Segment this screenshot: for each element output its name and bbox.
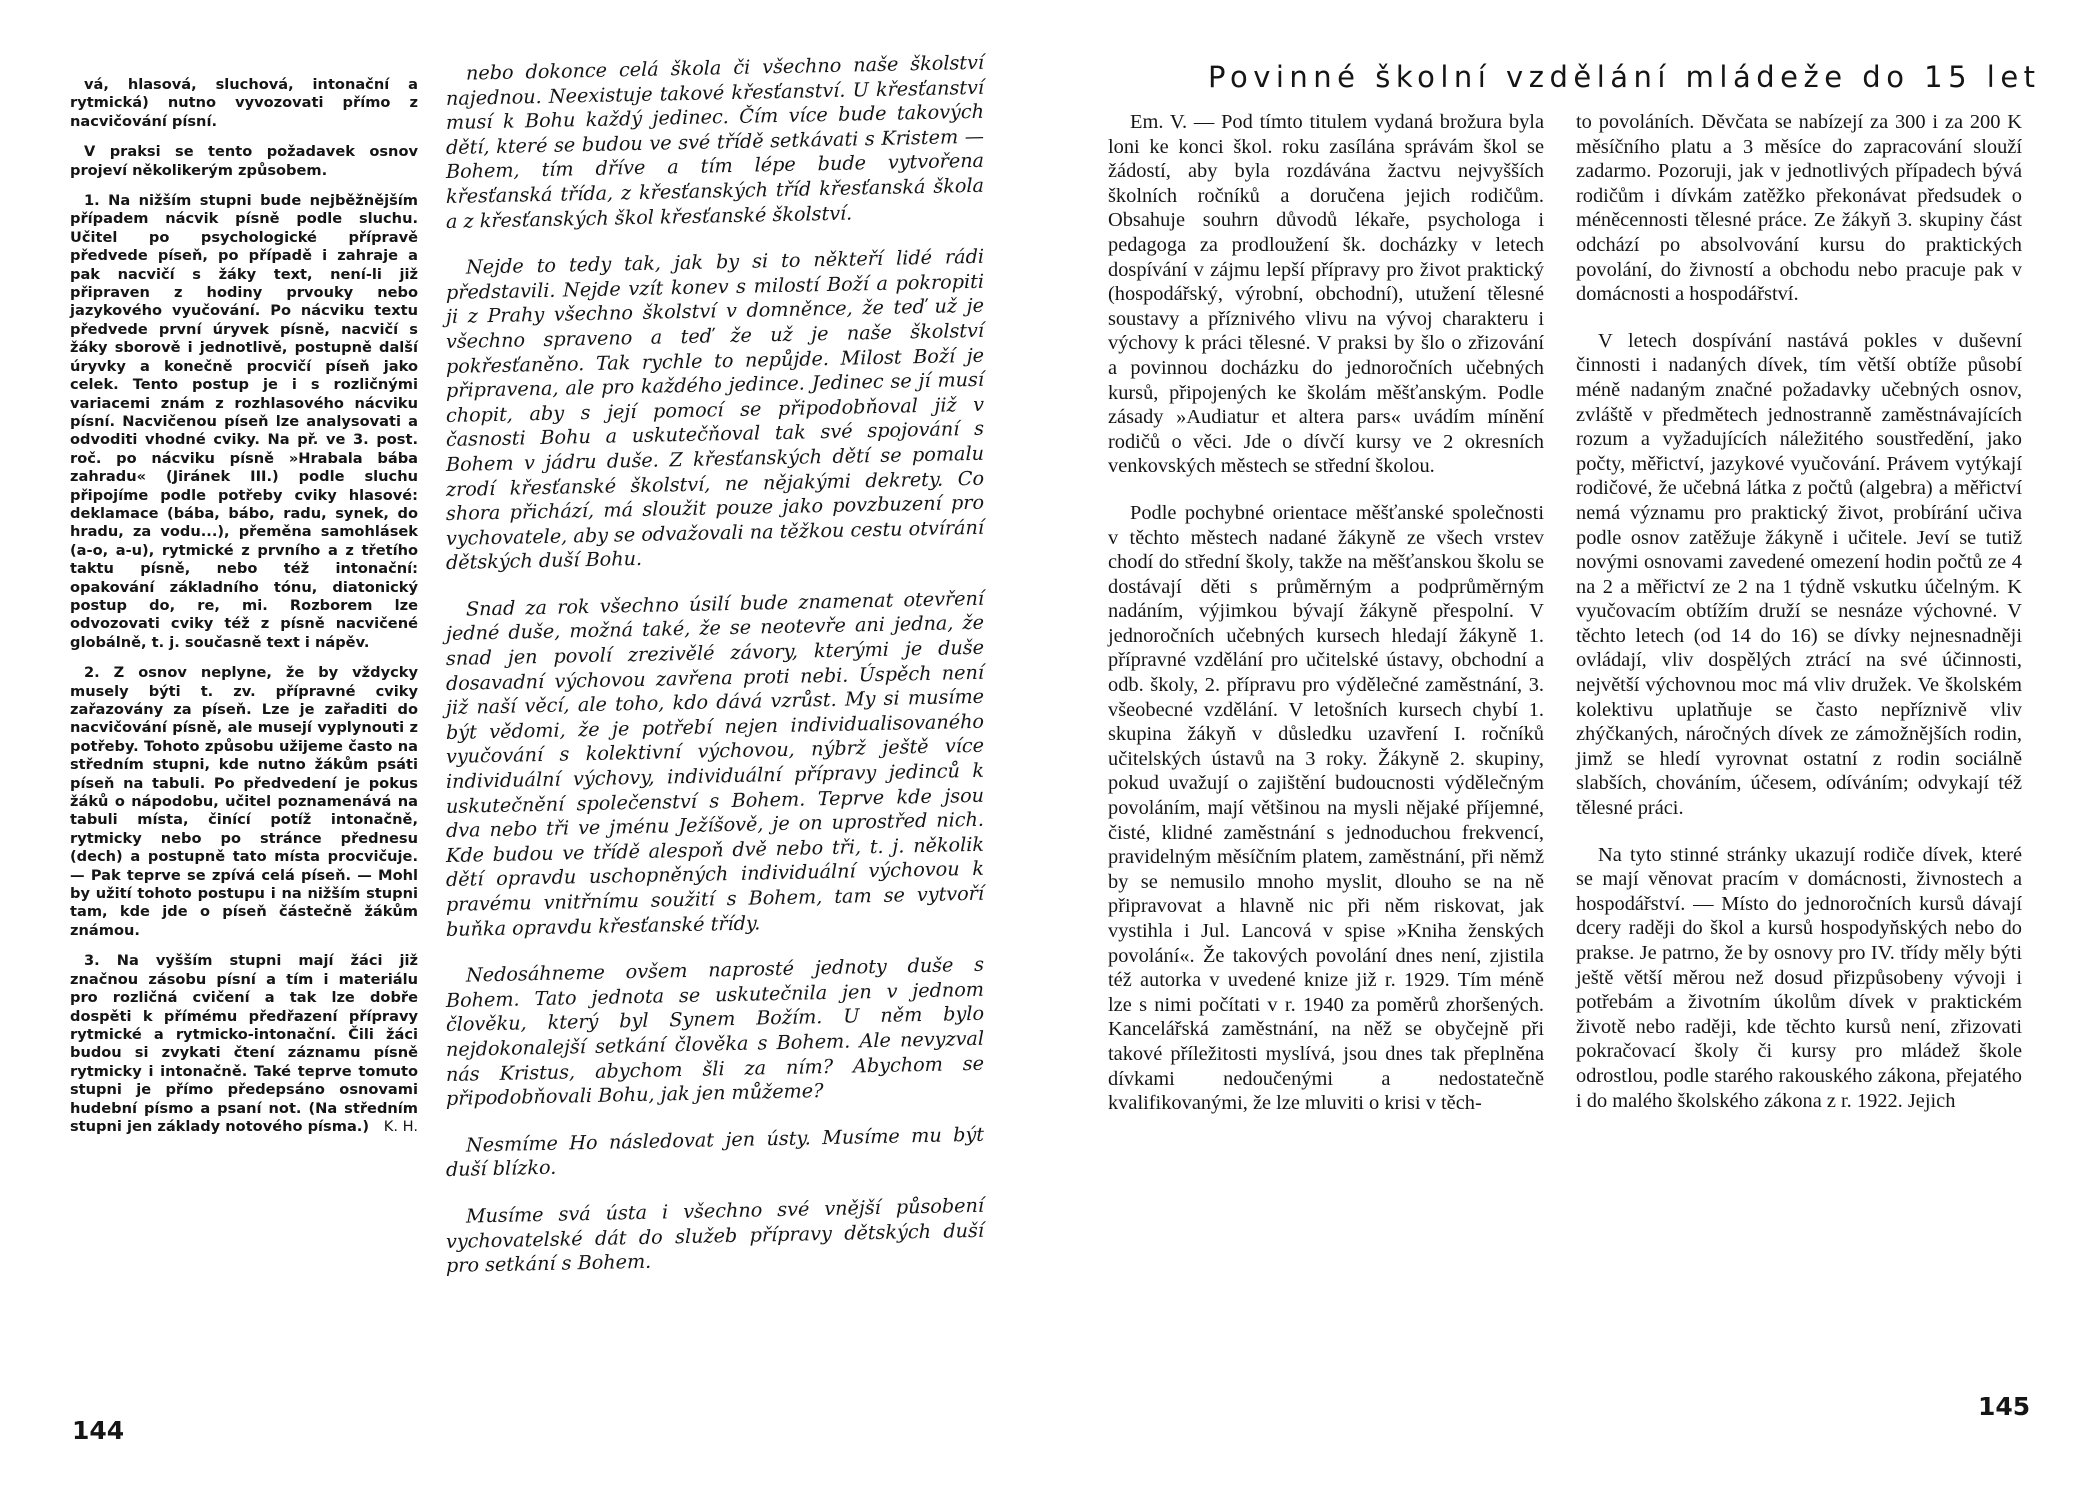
paragraph: Podle pochybné orientace měšťanské společnosti v těchto městech nadané žákyně ze všech vrstev chodí do střední školy, takže na měšťanskou školu se dostávají děti s průměrným a podprůměrným nadáním, výjimkou bývají žákyně přespolní. V jednoročních učebných kursech hledají žákyně 1. přípravné vzdělání pro učitelské ústavy, obchodní a odb. školy, 2. přípravu pro výdělečné zaměstnání, 3. všeobecné vzdělání. V letošních kursech chybí 1. skupina žákyň v důsledku uzavření I. ročníků učitelských ústavů na 3 roky. Žákyně 2. skupiny, pokud uvažují o zajištění budoucnosti výdělečným povoláním, mají většinou na mysli nějaké příjemné, čisté, klidné zaměstnání s jednoduchou frekvencí, pravidelným měsíčním platem, zaměstnání, při němž by se nemusilo mnoho myslit, dlouho se na ně připravovat a hlavně nic při něm riskovat, jak vystihla i Jul. Lancová v spise »Kniha ženských povolání«. Že takových povolání dnes není, zjistila též autorka v uvedené knize již r. 1929. Tím méně lze s nimi počítati v r. 1940 za poměrů zhoršených. Kancelářská zaměstnání, na něž se obyčejně při takové příležitosti myslívá, jsou dnes tak přeplněna dívkami nedoučenými a nedostatečně kvalifikovanými, že lze mluviti o krisi v těch-: [1108, 501, 1544, 1115]
paragraph: vá, hlasová, sluchová, intonační a rytmická) nutno vyvozovati přímo z nacvičování písní.: [70, 76, 418, 130]
paragraph: V letech dospívání nastává pokles v duševní činnosti i nadaných dívek, tím větší obtíže působí méně nadaným značné požadavky učebných osnov, zvláště v předmětech jednostranně zaměstnávajících rozum a vyžadujících náležitého soustředění, jako počty, měřictví, jazykové vyučování. Právem vytýkají rodičové, že učebná látka z počtů (algebra) a měřictví nemá významu pro praktický život, probírání učiva podle osnov zatěžuje žákyně i učitele. Jeví se tutiž novými osnovami zavedené omezení hodin počtů ze 4 na 2 a měřictví ze 2 na 1 týdně vskutku účelným. K vyučovacím obtížím druží se nesnáze výchovné. V těchto letech (od 14 do 16) se dívky nejnesnadněji ovládají, vliv dospělých ztrácí na své účinnosti, největší výchovnou moc má vliv družek. Ve školském kolektivu uplatňuje se často nepříznivě vliv zhýčkaných, náročných dívek ze zámožnějších rodin, jimž se hledí vyrovnat ostatní z rodin sociálně slabších, chováním, účesem, odíváním; odvykají též tělesné práci.: [1576, 329, 2022, 820]
left-column-music-article: [70, 76, 418, 1148]
paragraph: Nedosáhneme ovšem naprosté jednoty duše s Bohem. Tato jednota se uskutečnila jen v jednom člověku, který byl Synem Božím. U něm bylo nejdokonalejší setkání člověka s Bohem. Ale nevyzval nás Kristus, abychom šli za ním? Abychom se připodobňovali Bohu, jak jen můžeme?: [446, 952, 984, 1111]
paragraph: Em. V. — Pod tímto titulem vydaná brožura byla loni ke konci škol. roku zasílána správám škol se žádostí, aby byla rozdávána žactvu nejvyšších školních ročníků a doručena jejich rodičům. Obsahuje souhrn důvodů lékaře, psychologa i pedagoga za prodloužení šk. docházky v letech dospívání v zájmu lepší přípravy pro život praktický (hospodářský, výrobní, obchodní), utužení tělesné soustavy a příznivého vlivu na vývoj charakteru i výchovy k práci tělesné. V praksi by šlo o zřizování a povinnou docházku do jednoročních učebných kursů, připojených ke školám měšťanským. Podle zásady »Audiatur et altera pars« uvádím mínění rodičů o věci. Jde o dívčí kursy ve 2 okresních venkovských městech se střední školou.: [1108, 111, 1544, 478]
page-number-right: 145: [1978, 1392, 2031, 1421]
paragraph-text: 3. Na vyšším stupni mají žáci již značnou zásobu písní a tím i materiálu pro rozličná cvičení a tak lze dobře dospěti k přímému předřazení přípravy rytmické a rytmicko-intonační. Čili žáci budou si zvykati čtení záznamu písně rytmicky i intonačně. Také teprve tomuto stupni je přímo předepsáno osnovami hudební písmo a psaní not. (Na středním stupni jen základy notového písma.): [70, 952, 418, 1135]
paragraph: Na tyto stinné stránky ukazují rodiče dívek, které se mají věnovat pracím v domácnosti, živnostech a hospodářství. — Místo do jednoročních kursů dávají dcery raději do škol a kursů hospodyňských nebo do prakse. Je patrno, že by osnovy pro IV. třídy měly býti ještě větší měrou než dosud přizpůsobeny vývoji i potřebám a životním úkolům dívek v praktickém životě nebo raději, kde těchto kursů není, zřizovati pokračovací školy či kursy pro mládež škole odrostlou, podle starého rakouského zákona, přejatého i do malého školského zákona z r. 1922. Jejich: [1576, 843, 2022, 1112]
paragraph: 2. Z osnov neplyne, že by vždycky musely býti t. zv. přípravné cviky zařazovány za píseň. Lze je zařaditi do nacvičování písně, ale musejí vyplynouti z potřeby. Tohoto způsobu užijeme často na středním stupni, kde nutno žákům psáti píseň na tabuli. Po předvedení je pokus žáků o nápodobu, učitel poznamenává na tabuli místa, činící potíž intonačně, rytmicky nebo po stránce přednesu (dech) a postupně tato místa procvičuje. — Pak teprve se zpívá celá píseň. — Mohl by užití tohoto postupu i na nižším stupni tam, kde jde o píseň částečně žákům známou.: [70, 664, 418, 939]
right-column-1: [1108, 110, 1544, 1138]
right-column-2: [1576, 110, 2022, 1135]
middle-column-italic-article: [446, 51, 984, 1301]
paragraph: Musíme svá ústa i všechno své vnější působení vychovatelské dát do služeb přípravy dětských duší pro setkání s Bohem.: [446, 1193, 984, 1278]
paragraph: 1. Na nižším stupni bude nejběžnějším případem nácvik písně podle sluchu. Učitel po psychologické přípravě předvede píseň, po případě i zahraje a pak nacvičí s žáky text, není-li již připraven z hodiny prvouky nebo jazykového vyučování. Po nácviku textu předvede první úryvek písně, nacvičí s žáky sborově i jednotlivě, postupně další úryvky a konečně procvičí píseň jako celek. Tento postup je i s rozličnými variacemi znám z rozhlasového nácviku písní. Nacvičenou píseň lze analysovati a odvoditi vhodné cviky. Na př. ve 3. post. roč. po nácviku písně »Hrabala bába zahradu« (Jiránek III.) podle sluchu připojíme podle potřeby cviky hlasové: deklamace (bába, bábo, radu, synek, do hradu, za vodu...), přeměna samohlásek (a-o, a-u), rytmické z prvního a z třetího taktu písně, nebo též intonační: opakování základního tónu, diatonický postup do, re, mi. Rozborem lze odvozovati cviky též z písně nacvičené globálně, t. j. současně text i nápěv.: [70, 192, 418, 651]
article-title: Povinné školní vzdělání mládeže do 15 let: [1208, 60, 2041, 94]
paragraph: Nesmíme Ho následovat jen ústy. Musíme mu být duší blízko.: [446, 1122, 984, 1182]
paragraph: [70, 952, 418, 1136]
paragraph: Nejde to tedy tak, jak by si to někteří lidé rádi představili. Nejde vzít konev s milostí Boží a pokropiti ji z Prahy všechno školství v domněnce, že teď už je všechno spraveno a teď že už je naše školství pokřesťaněno. Tak rychle to nepůjde. Milost Boží je připravena, ale pro každého jedince. Jedinec se jí musí chopit, aby s její pomocí se připodobňoval již v časnosti Bohu a uskutečňoval tak své spojování s Bohem v jádru duše. Z křesťanských dětí se pomalu zrodí křesťanské školství, ne nějakými dekrety. Co shora přichází, má sloužit pouze jako povzbuzení pro vychovatele, aby se odvažovali na těžkou cestu otvírání dětských duší Bohu.: [446, 244, 984, 575]
author-signature: K. H.: [383, 1117, 418, 1135]
paragraph: Snad za rok všechno úsilí bude znamenat otevření jedné duše, možná také, že se neotevře ani jedna, že snad jen povolí zrezivělé závory, kterými je duše dosavadní výchovou zavřena proti nebi. Úspěch není již naší věcí, ale toho, kdo dává vzrůst. My si musíme být vědomi, že je potřebí nejen individualisovaného vyučování s kolektivní výchovou, nýbrž ještě více individuální výchovy, individuální přípravy jedinců k uskutečnění společenství s Bohem. Teprve kde jsou dva nebo tři ve jménu Ježíšově, je on uprostřed nich. Kde budou ve třídě alespoň dvě nebo tři, t. j. několik dětí opravdu uschopněných individuální výchovou k pravému vnitřnímu soužití s Bohem, tam se vytvoří buňka opravdu křesťanské třídy.: [446, 586, 984, 941]
paragraph: nebo dokonce celá škola či všechno naše školství najednou. Neexistuje takové křesťanství. U křesťanství musí k Bohu každý jedinec. Čím více bude takových dětí, které se budou ve své třídě setkávati s Kristem — Bohem, tím dříve a tím lépe bude vytvořena křesťanská třída, z křesťanských tříd křesťanská škola a z křesťanských škol křesťanské školství.: [446, 50, 984, 233]
page-number-left: 144: [72, 1416, 125, 1445]
paragraph: to povoláních. Děvčata se nabízejí za 300 i za 200 K měsíčního platu a 3 měsíce do zapracování slouží zadarmo. Pozoruji, jak v jednotlivých případech bývá rodičům i dívkám zatěžko překonávat předsudek o méněcennosti tělesné práce. Ze žákyň 3. skupiny část odchází po absolvování kursu do praktických povolání, do živností a obchodu nebo pracuje pak v domácnosti a hospodářství.: [1576, 111, 2022, 306]
paragraph: V praksi se tento požadavek osnov projeví několikerým způsobem.: [70, 143, 418, 179]
